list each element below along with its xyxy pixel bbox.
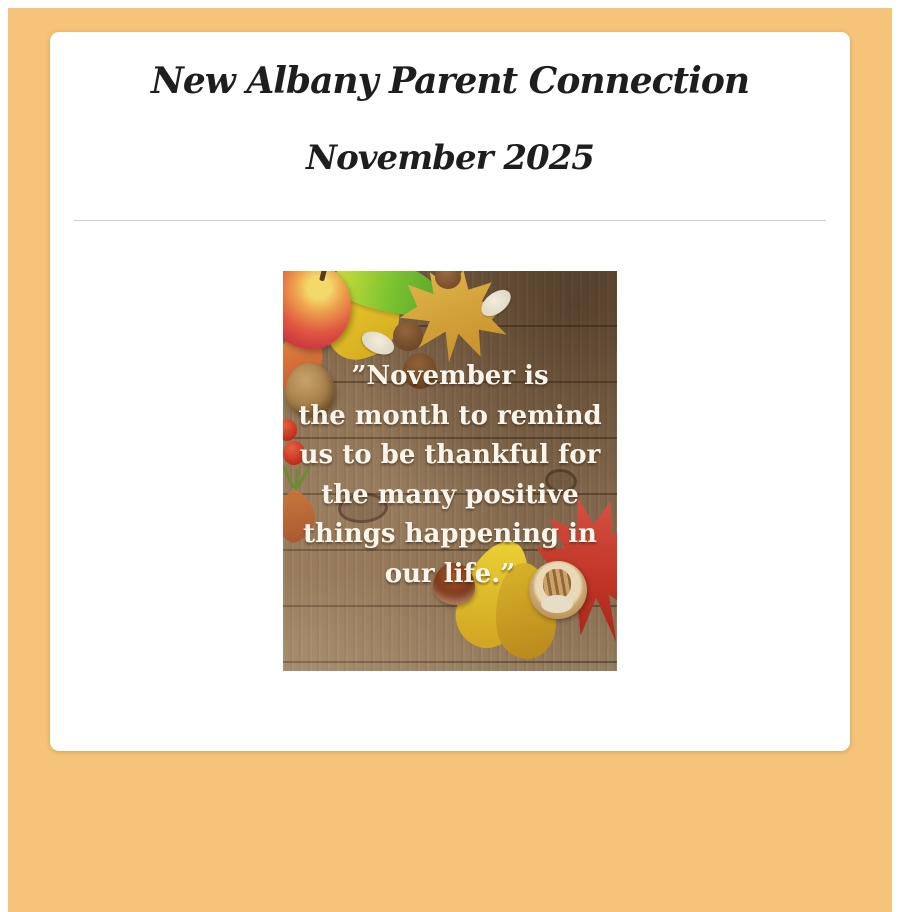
- quote-line: the month to remind: [298, 400, 602, 431]
- newsletter-subtitle: November 2025: [306, 138, 594, 178]
- hazelnut-icon: [393, 321, 423, 351]
- quote-line: ”November is: [351, 361, 549, 391]
- quote-text: [283, 357, 617, 594]
- divider: [74, 220, 826, 221]
- quote-line: us to be thankful for: [299, 440, 601, 470]
- quote-line: our life.”: [384, 558, 516, 589]
- quote-line: things happening in: [303, 519, 597, 549]
- newsletter-card: [50, 32, 850, 751]
- november-quote-image[interactable]: [283, 271, 617, 671]
- walnut-paper-icon: [541, 595, 573, 613]
- page-background: [8, 8, 892, 912]
- quote-line: the many positive: [321, 479, 579, 510]
- newsletter-title: New Albany Parent Connection: [150, 60, 750, 102]
